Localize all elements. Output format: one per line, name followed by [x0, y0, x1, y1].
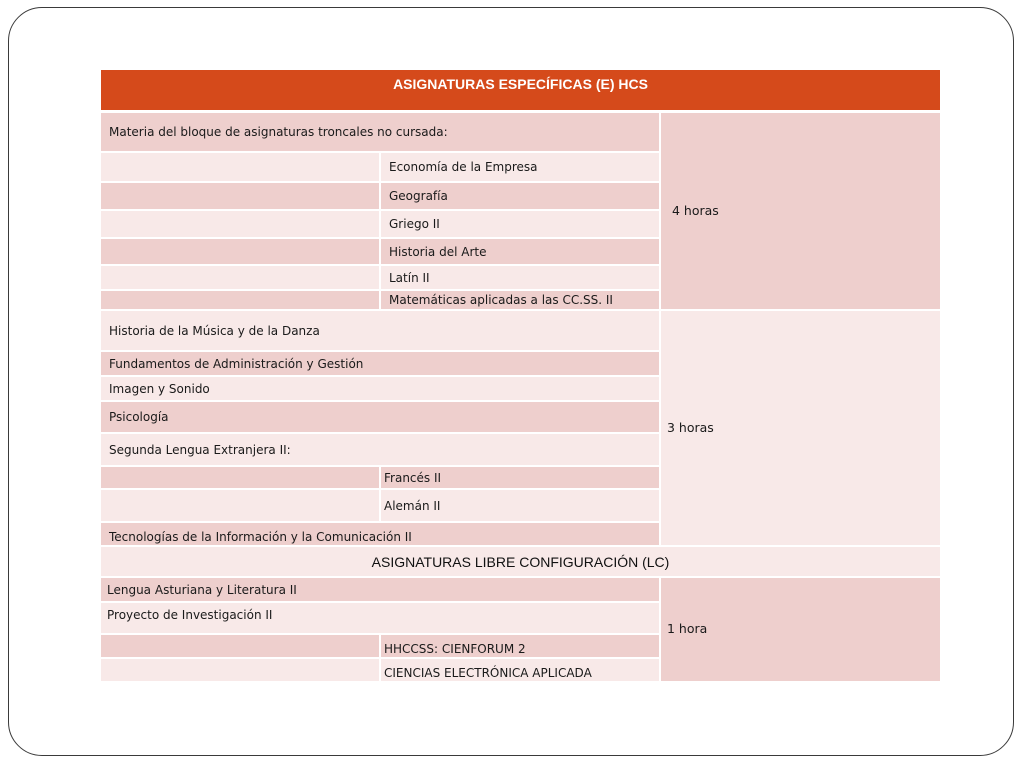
language-cell: Francés II [381, 467, 659, 488]
subject-cell: Tecnologías de la Información y la Comunicación II [101, 523, 659, 545]
subject-cell: Historia de la Música y de la Danza [101, 311, 659, 350]
empty-cell [101, 183, 379, 209]
option-cell: Matemáticas aplicadas a las CC.SS. II [381, 291, 659, 309]
language-cell: Alemán II [381, 490, 659, 521]
hours-cell-4: 4 horas [661, 113, 940, 309]
table-header-free: ASIGNATURAS LIBRE CONFIGURACIÓN (LC) [101, 547, 940, 576]
subject-cell: Proyecto de Investigación II [101, 603, 659, 633]
subject-cell: Segunda Lengua Extranjera II: [101, 434, 659, 465]
empty-cell [101, 467, 379, 488]
empty-cell [101, 239, 379, 264]
empty-cell [101, 153, 379, 181]
hours-cell-1: 1 hora [661, 578, 940, 681]
option-cell: Latín II [381, 266, 659, 289]
empty-cell [101, 266, 379, 289]
subject-cell: Imagen y Sonido [101, 377, 659, 400]
subject-cell: Fundamentos de Administración y Gestión [101, 352, 659, 375]
table-header-specific: ASIGNATURAS ESPECÍFICAS (E) HCS [101, 70, 940, 110]
option-cell: CIENCIAS ELECTRÓNICA APLICADA [381, 659, 659, 681]
option-cell: Griego II [381, 211, 659, 237]
option-cell: Economía de la Empresa [381, 153, 659, 181]
option-cell: Historia del Arte [381, 239, 659, 264]
option-cell: Geografía [381, 183, 659, 209]
hours-cell-3: 3 horas [661, 311, 940, 545]
option-cell: HHCCSS: CIENFORUM 2 [381, 635, 659, 657]
empty-cell [101, 211, 379, 237]
empty-cell [101, 291, 379, 309]
group-1-intro: Materia del bloque de asignaturas troncales no cursada: [101, 113, 659, 151]
subject-cell: Psicología [101, 402, 659, 432]
subject-cell: Lengua Asturiana y Literatura II [101, 578, 659, 601]
empty-cell [101, 659, 379, 681]
empty-cell [101, 490, 379, 521]
empty-cell [101, 635, 379, 657]
